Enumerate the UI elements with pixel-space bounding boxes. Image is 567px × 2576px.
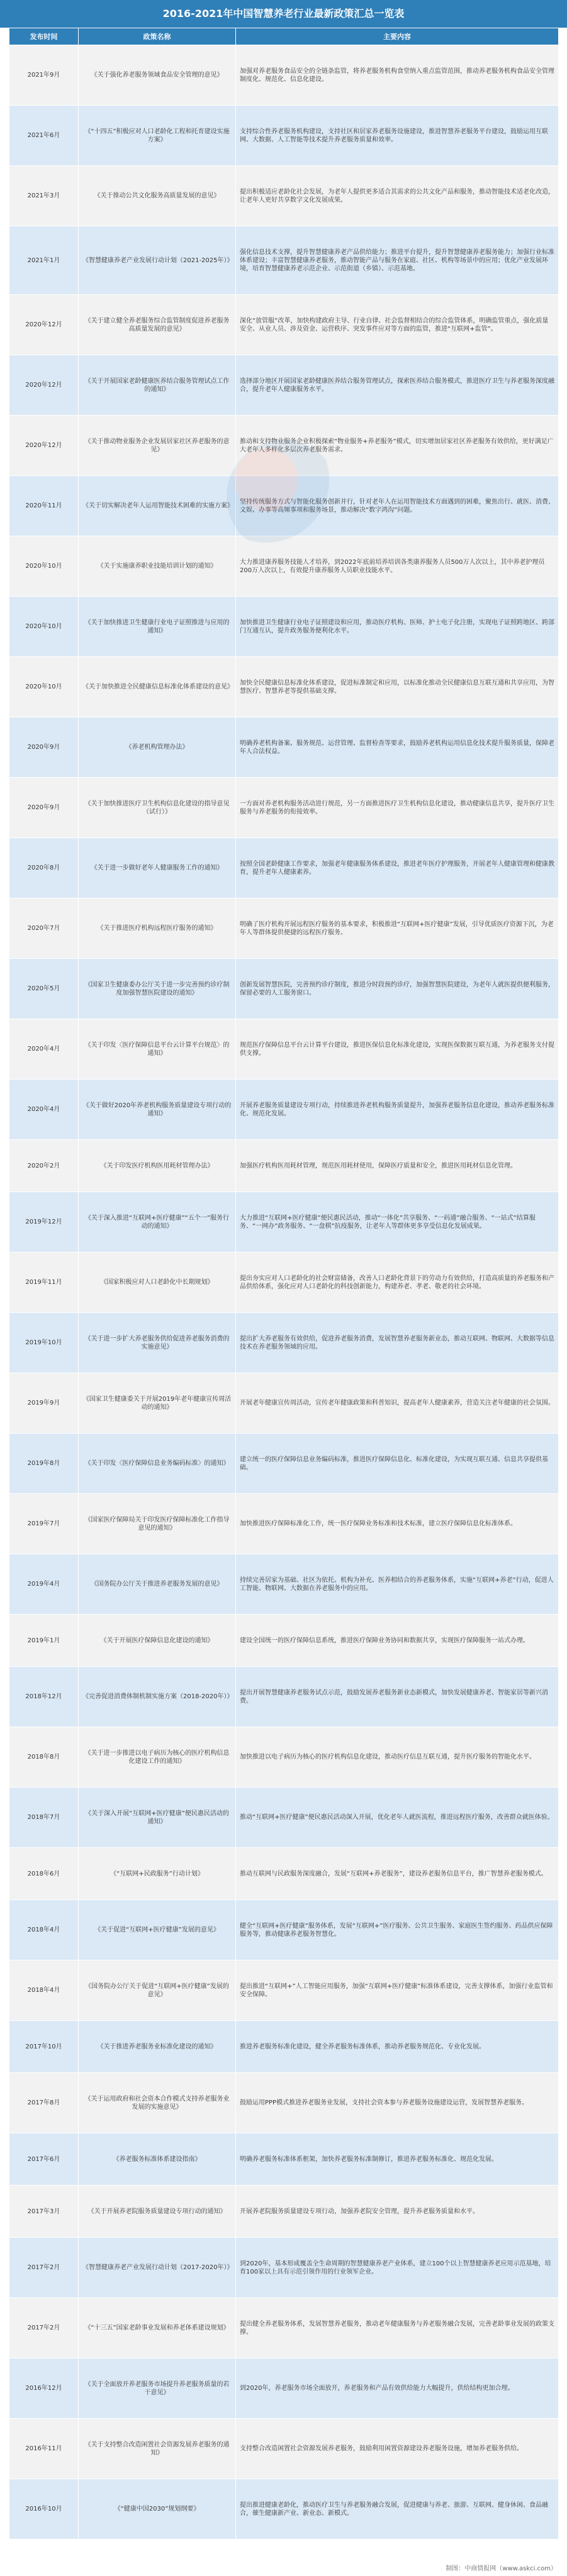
cell-main-content: 开展老年健康宣传周活动，宣传老年健康政策和科普知识，提高老年人健康素养，营造关注老年健康的社会氛围。 [236, 1373, 559, 1434]
cell-time: 2017年8月 [9, 2073, 79, 2133]
table-row [9, 2298, 559, 2358]
cell-time: 2019年7月 [9, 1494, 79, 1554]
cell-time: 2020年12月 [9, 355, 79, 416]
cell-policy-name: 《关于推进养老服务业标准化建设的通知》 [79, 2021, 236, 2073]
table-row [9, 657, 559, 717]
table-row [9, 2021, 559, 2073]
table-row [9, 1252, 559, 1313]
cell-main-content: 提出积极适应老龄化社会发展，为老年人提供更多适合其需求的公共文化产品和服务，推动智能技术适老化改造，让老年人更好共享数字文化发展成果。 [236, 166, 559, 226]
cell-time: 2018年7月 [9, 1788, 79, 1848]
table-row [9, 355, 559, 416]
cell-policy-name: 《“十四五”积极应对人口老龄化工程和托育建设实施方案》 [79, 106, 236, 166]
cell-time: 2016年10月 [9, 2479, 79, 2540]
table-row [9, 45, 559, 106]
table-row [9, 1727, 559, 1788]
cell-main-content: 推动“互联网+医疗健康”便民惠民活动深入开展，优化老年人就医流程，推进远程医疗服务，改善群众就医体验。 [236, 1788, 559, 1848]
cell-time: 2020年12月 [9, 416, 79, 476]
cell-policy-name: 《关于推动物业服务企业发展居家社区养老服务的意见》 [79, 416, 236, 476]
cell-time: 2020年10月 [9, 536, 79, 597]
cell-policy-name: 《关于强化养老服务领域食品安全管理的意见》 [79, 45, 236, 106]
cell-main-content: 选择部分地区开展国家老龄健康医养结合服务管理试点，探索医养结合服务模式，推进医疗卫生与养老服务深度融合，提升老年人健康服务水平。 [236, 355, 559, 416]
table-row [9, 1080, 559, 1140]
table-row [9, 778, 559, 838]
cell-time: 2020年2月 [9, 1140, 79, 1192]
table-row [9, 2479, 559, 2540]
table-row [9, 1788, 559, 1848]
cell-main-content: 强化信息技术支撑，提升智慧健康养老产品供给能力；推进平台提升，提升智慧健康养老服务能力；加强行业标准体系建设；丰富智慧健康养老服务，推动智能产品与服务在家庭、社区、机构等场景中的应用；优化产业发展环境，培育智慧健康养老示范企业、示范街道（乡镇）、示范基地。 [236, 226, 559, 295]
cell-main-content: 按照全国老龄健康工作要求，加强老年健康服务体系建设，推进老年医疗护理服务，开展老年人健康管理和健康教育，提升老年人健康素养。 [236, 838, 559, 898]
cell-policy-name: 《关于运用政府和社会资本合作模式支持养老服务业发展的实施意见》 [79, 2073, 236, 2133]
cell-main-content: 提出开展智慧健康养老服务试点示范，鼓励发展养老服务新业态新模式，加快发展健康养老、智能家居等新兴消费。 [236, 1667, 559, 1727]
cell-time: 2019年4月 [9, 1554, 79, 1615]
cell-time: 2016年12月 [9, 2358, 79, 2419]
cell-policy-name: 《关于进一步扩大养老服务供给促进养老服务消费的实施意见》 [79, 1313, 236, 1373]
cell-time: 2020年12月 [9, 295, 79, 355]
cell-policy-name: 《智慧健康养老产业发展行动计划（2017-2020年）》 [79, 2238, 236, 2298]
cell-time: 2018年6月 [9, 1848, 79, 1900]
cell-policy-name: 《关于推进医疗机构远程医疗服务的通知》 [79, 898, 236, 959]
header-content: 主要内容 [236, 28, 559, 45]
cell-main-content: 提出健全养老服务体系，发展智慧养老服务，推动老年健康服务与养老服务融合发展，完善老龄事业发展的政策支撑。 [236, 2298, 559, 2358]
cell-main-content: 提出推进“互联网+”人工智能应用服务，加强“互联网+医疗健康”标准体系建设，完善支撑体系，加强行业监管和安全保障。 [236, 1960, 559, 2021]
cell-policy-name: 《关于深入开展“互联网+医疗健康”便民惠民活动的通知》 [79, 1788, 236, 1848]
cell-main-content: 明确养老服务标准体系框架，加快养老服务标准制修订，推进养老服务标准化、规范化发展。 [236, 2133, 559, 2186]
table-row [9, 1494, 559, 1554]
table-row [9, 476, 559, 536]
cell-policy-name: 《关于切实解决老年人运用智能技术困难的实施方案》 [79, 476, 236, 536]
cell-time: 2020年9月 [9, 717, 79, 778]
table-row [9, 2186, 559, 2238]
cell-policy-name: 《国务院办公厅关于推进养老服务发展的意见》 [79, 1554, 236, 1615]
cell-time: 2020年4月 [9, 1080, 79, 1140]
cell-policy-name: 《关于促进“互联网+医疗健康”发展的意见》 [79, 1900, 236, 1960]
cell-main-content: 建立统一的医疗保障信息业务编码标准，推进医疗保障信息化、标准化建设，为实现互联互通、信息共享提供基础。 [236, 1434, 559, 1494]
cell-policy-name: 《关于开展医疗保障信息化建设的通知》 [79, 1615, 236, 1667]
cell-main-content: 支持整合改造闲置社会资源发展养老服务，鼓励利用闲置资源建设养老服务设施，增加养老服务供给。 [236, 2419, 559, 2479]
cell-main-content: 加快推进卫生健康行业电子证照建设和应用，推动医疗机构、医师、护士电子化注册，实现电子证照跨地区、跨部门互通互认，提升政务服务便利化水平。 [236, 597, 559, 657]
cell-policy-name: 《智慧健康养老产业发展行动计划（2021-2025年）》 [79, 226, 236, 295]
table-row [9, 1667, 559, 1727]
table-row [9, 2419, 559, 2479]
table-row [9, 1373, 559, 1434]
cell-time: 2019年11月 [9, 1252, 79, 1313]
cell-policy-name: 《“十三五”国家老龄事业发展和养老体系建设规划》 [79, 2298, 236, 2358]
table-row [9, 2238, 559, 2298]
cell-time: 2018年8月 [9, 1727, 79, 1788]
cell-main-content: 开展养老服务质量建设专项行动，持续推进养老机构服务质量提升，加强养老服务信息化建设，推动养老服务标准化、规范化发展。 [236, 1080, 559, 1140]
cell-time: 2020年5月 [9, 959, 79, 1019]
cell-policy-name: 《关于深入推进“互联网+医疗健康”“五个一”服务行动的通知》 [79, 1192, 236, 1252]
table-row [9, 1615, 559, 1667]
table-row [9, 166, 559, 226]
table-row [9, 295, 559, 355]
cell-time: 2021年6月 [9, 106, 79, 166]
table-row [9, 1900, 559, 1960]
header-time: 发布时间 [9, 28, 79, 45]
cell-time: 2019年8月 [9, 1434, 79, 1494]
cell-main-content: 开展养老院服务质量建设专项行动，加强养老院安全管理，提升养老服务质量和水平。 [236, 2186, 559, 2238]
cell-main-content: 加快推进医疗保障标准化工作，统一医疗保障业务标准和技术标准，建立医疗保障信息化标准体系。 [236, 1494, 559, 1554]
cell-time: 2019年1月 [9, 1615, 79, 1667]
cell-main-content: 加强医疗机构医用耗材管理，规范医用耗材使用，保障医疗质量和安全，推进医用耗材信息化管理。 [236, 1140, 559, 1192]
table-header-row [9, 28, 559, 45]
cell-policy-name: 《关于印发〈医疗保障信息业务编码标准〉的通知》 [79, 1434, 236, 1494]
cell-policy-name: 《国家医疗保障局关于印发医疗保障标准化工作指导意见的通知》 [79, 1494, 236, 1554]
cell-policy-name: 《关于加快推进卫生健康行业电子证照推进与应用的通知》 [79, 597, 236, 657]
cell-policy-name: 《养老服务标准体系建设指南》 [79, 2133, 236, 2186]
cell-main-content: 明确了医疗机构开展远程医疗服务的基本要求，积极推进“互联网+医疗健康”发展，引导优质医疗资源下沉，为老年人等群体提供便捷的远程医疗服务。 [236, 898, 559, 959]
cell-time: 2019年12月 [9, 1192, 79, 1252]
table-row [9, 1140, 559, 1192]
cell-main-content: 创新发展智慧医院，完善预约诊疗制度，推进分时段预约诊疗，加强智慧医院建设，为老年人就医提供便利服务，保留必要的人工服务窗口。 [236, 959, 559, 1019]
cell-policy-name: 《国务院办公厅关于促进“互联网+医疗健康”发展的意见》 [79, 1960, 236, 2021]
table-row [9, 1554, 559, 1615]
cell-time: 2021年3月 [9, 166, 79, 226]
cell-main-content: 推动和支持物业服务企业积极探索“物业服务+养老服务”模式，切实增加居家社区养老服务有效供给，更好满足广大老年人多样化多层次养老服务需求。 [236, 416, 559, 476]
cell-policy-name: 《关于推动公共文化服务高质量发展的意见》 [79, 166, 236, 226]
table-row [9, 898, 559, 959]
table-row [9, 1848, 559, 1900]
table-row [9, 1019, 559, 1080]
cell-time: 2018年4月 [9, 1960, 79, 2021]
source-footer: 制图：中商情报网（www.askci.com） [446, 2565, 557, 2572]
table-row [9, 536, 559, 597]
cell-main-content: 规范医疗保障信息平台云计算平台建设，推进医保信息化标准化建设，实现医保数据互联互通，为养老服务支付提供支撑。 [236, 1019, 559, 1080]
cell-main-content: 推进养老服务标准化建设，健全养老服务标准体系，推动养老服务规范化、专业化发展。 [236, 2021, 559, 2073]
table-row [9, 2133, 559, 2186]
cell-time: 2020年10月 [9, 597, 79, 657]
header-name: 政策名称 [79, 28, 236, 45]
cell-main-content: 大力推进“互联网+医疗健康”便民惠民活动，推动“一体化”共享服务、“一码通”融合服务、“一站式”结算服务、“一网办”政务服务、“一盘棋”抗疫服务，让老年人等群体更多享受信息化发展成果。 [236, 1192, 559, 1252]
page-title: 2016-2021年中国智慧养老行业最新政策汇总一览表 [0, 0, 567, 28]
table-row [9, 1313, 559, 1373]
cell-main-content: 提出夯实应对人口老龄化的社会财富储备，改善人口老龄化背景下的劳动力有效供给，打造高质量的养老服务和产品供给体系，强化应对人口老龄化的科技创新能力，构建养老、孝老、敬老的社会环境。 [236, 1252, 559, 1313]
cell-main-content: 提出扩大养老服务有效供给，促进养老服务消费，发展智慧养老服务新业态，推动互联网、物联网、大数据等信息技术在养老服务领域的应用。 [236, 1313, 559, 1373]
cell-time: 2020年4月 [9, 1019, 79, 1080]
cell-policy-name: 《关于开展养老院服务质量建设专项行动的通知》 [79, 2186, 236, 2238]
cell-time: 2016年11月 [9, 2419, 79, 2479]
cell-time: 2017年2月 [9, 2238, 79, 2298]
cell-policy-name: 《关于印发〈医疗保障信息平台云计算平台规范〉的通知》 [79, 1019, 236, 1080]
cell-policy-name: 《“互联网+民政服务”行动计划》 [79, 1848, 236, 1900]
cell-time: 2018年4月 [9, 1900, 79, 1960]
cell-time: 2021年1月 [9, 226, 79, 295]
cell-policy-name: 《关于支持整合改造闲置社会资源发展养老服务的通知》 [79, 2419, 236, 2479]
cell-policy-name: 《关于开展国家老龄健康医养结合服务管理试点工作的通知》 [79, 355, 236, 416]
cell-time: 2020年10月 [9, 657, 79, 717]
cell-main-content: 深化“放管服”改革，加快构建政府主导、行业自律、社会监督相结合的综合监管体系，明确监管重点，强化质量安全、从业人员、涉及资金、运营秩序、突发事件应对等方面的监管，推进“互联网+监管”。 [236, 295, 559, 355]
cell-time: 2017年10月 [9, 2021, 79, 2073]
cell-policy-name: 《关于印发医疗机构医用耗材管理办法》 [79, 1140, 236, 1192]
cell-main-content: 大力推进康养服务技能人才培养，到2022年底前培养培训各类康养服务人员500万人次以上，其中养老护理员200万人次以上，有效提升康养服务人员职业技能水平。 [236, 536, 559, 597]
table-row [9, 1960, 559, 2021]
table-row [9, 2358, 559, 2419]
cell-policy-name: 《关于加快推进医疗卫生机构信息化建设的指导意见（试行）》 [79, 778, 236, 838]
cell-main-content: 鼓励运用PPP模式推进养老服务业发展，支持社会资本参与养老服务设施建设运营，发展智慧养老服务。 [236, 2073, 559, 2133]
cell-time: 2019年10月 [9, 1313, 79, 1373]
table-row [9, 597, 559, 657]
cell-time: 2017年2月 [9, 2298, 79, 2358]
cell-main-content: 提出推进健康老龄化，推动医疗卫生与养老服务融合发展，促进健康与养老、旅游、互联网、健身休闲、食品融合，催生健康新产业、新业态、新模式。 [236, 2479, 559, 2540]
cell-time: 2021年9月 [9, 45, 79, 106]
cell-main-content: 一方面对养老机构服务活动进行规范，另一方面推进医疗卫生机构信息化建设，推动健康信息共享，提升医疗卫生服务与养老服务的衔接效率。 [236, 778, 559, 838]
table-row [9, 717, 559, 778]
cell-time: 2020年8月 [9, 838, 79, 898]
table-row [9, 106, 559, 166]
cell-time: 2018年12月 [9, 1667, 79, 1727]
cell-policy-name: 《“健康中国2030”规划纲要》 [79, 2479, 236, 2540]
cell-main-content: 加快推进以电子病历为核心的医疗机构信息化建设，推动医疗信息互联互通，提升医疗服务的智能化水平。 [236, 1727, 559, 1788]
cell-main-content: 坚持传统服务方式与智能化服务创新并行，针对老年人在运用智能技术方面遇到的困难，聚焦出行、就医、消费、文娱、办事等高频事项和服务场景，推动解决“数字鸿沟”问题。 [236, 476, 559, 536]
cell-policy-name: 《关于加快推进全民健康信息标准化体系建设的意见》 [79, 657, 236, 717]
cell-policy-name: 《关于做好2020年养老机构服务质量建设专项行动的通知》 [79, 1080, 236, 1140]
cell-main-content: 支持综合性养老服务机构建设，支持社区和居家养老服务设施建设，推进智慧养老服务平台建设，鼓励运用互联网、大数据、人工智能等技术提升养老服务质量和效率。 [236, 106, 559, 166]
table-row [9, 1192, 559, 1252]
table-row [9, 838, 559, 898]
cell-main-content: 明确养老机构备案、服务规范、运营管理、监督检查等要求，鼓励养老机构运用信息化技术提升服务质量，保障老年人合法权益。 [236, 717, 559, 778]
cell-policy-name: 《关于进一步做好老年人健康服务工作的通知》 [79, 838, 236, 898]
table-row [9, 1434, 559, 1494]
cell-time: 2019年9月 [9, 1373, 79, 1434]
table-row [9, 226, 559, 295]
cell-main-content: 健全“互联网+医疗健康”服务体系，发展“互联网+”医疗服务、公共卫生服务、家庭医生签约服务、药品供应保障服务等，推动健康养老服务智慧化。 [236, 1900, 559, 1960]
cell-main-content: 加快全民健康信息标准化体系建设，促进标准制定和应用，以标准化推动全民健康信息互联互通和共享应用，为智慧医疗、智慧养老等提供基础支撑。 [236, 657, 559, 717]
cell-policy-name: 《国家卫生健康委办公厅关于进一步完善预约诊疗制度加强智慧医院建设的通知》 [79, 959, 236, 1019]
cell-time: 2020年7月 [9, 898, 79, 959]
table-row [9, 2073, 559, 2133]
cell-policy-name: 《国家卫生健康委关于开展2019年老年健康宣传周活动的通知》 [79, 1373, 236, 1434]
cell-main-content: 建设全国统一的医疗保障信息系统，推进医疗保障业务协同和数据共享，实现医疗保障服务一站式办理。 [236, 1615, 559, 1667]
table-row [9, 959, 559, 1019]
cell-time: 2017年3月 [9, 2186, 79, 2238]
cell-policy-name: 《养老机构管理办法》 [79, 717, 236, 778]
cell-time: 2020年9月 [9, 778, 79, 838]
cell-time: 2017年6月 [9, 2133, 79, 2186]
cell-policy-name: 《完善促进消费体制机制实施方案（2018-2020年）》 [79, 1667, 236, 1727]
cell-main-content: 到2020年，基本形成覆盖全生命周期的智慧健康养老产业体系，建立100个以上智慧健康养老应用示范基地，培育100家以上具有示范引领作用的行业领军企业。 [236, 2238, 559, 2298]
cell-policy-name: 《关于实施康养职业技能培训计划的通知》 [79, 536, 236, 597]
policy-table [9, 28, 559, 2540]
cell-main-content: 加强对养老服务食品安全的全链条监管，将养老服务机构食堂纳入重点监管范围，推动养老服务机构食品安全管理制度化、规范化、信息化建设。 [236, 45, 559, 106]
cell-main-content: 到2020年，养老服务市场全面放开，养老服务和产品有效供给能力大幅提升，供给结构更加合理。 [236, 2358, 559, 2419]
cell-policy-name: 《关于建立健全养老服务综合监管制度促进养老服务高质量发展的意见》 [79, 295, 236, 355]
cell-policy-name: 《关于全面放开养老服务市场提升养老服务质量的若干意见》 [79, 2358, 236, 2419]
cell-policy-name: 《关于进一步推进以电子病历为核心的医疗机构信息化建设工作的通知》 [79, 1727, 236, 1788]
cell-main-content: 持续完善居家为基础、社区为依托、机构为补充、医养相结合的养老服务体系，实施“互联网+养老”行动，促进人工智能、物联网、大数据在养老服务中的应用。 [236, 1554, 559, 1615]
cell-time: 2020年11月 [9, 476, 79, 536]
table-body [9, 45, 559, 2540]
cell-main-content: 推动互联网与民政服务深度融合，发展“互联网+养老服务”，建设养老服务信息平台，推广智慧养老服务模式。 [236, 1848, 559, 1900]
cell-policy-name: 《国家积极应对人口老龄化中长期规划》 [79, 1252, 236, 1313]
table-row [9, 416, 559, 476]
